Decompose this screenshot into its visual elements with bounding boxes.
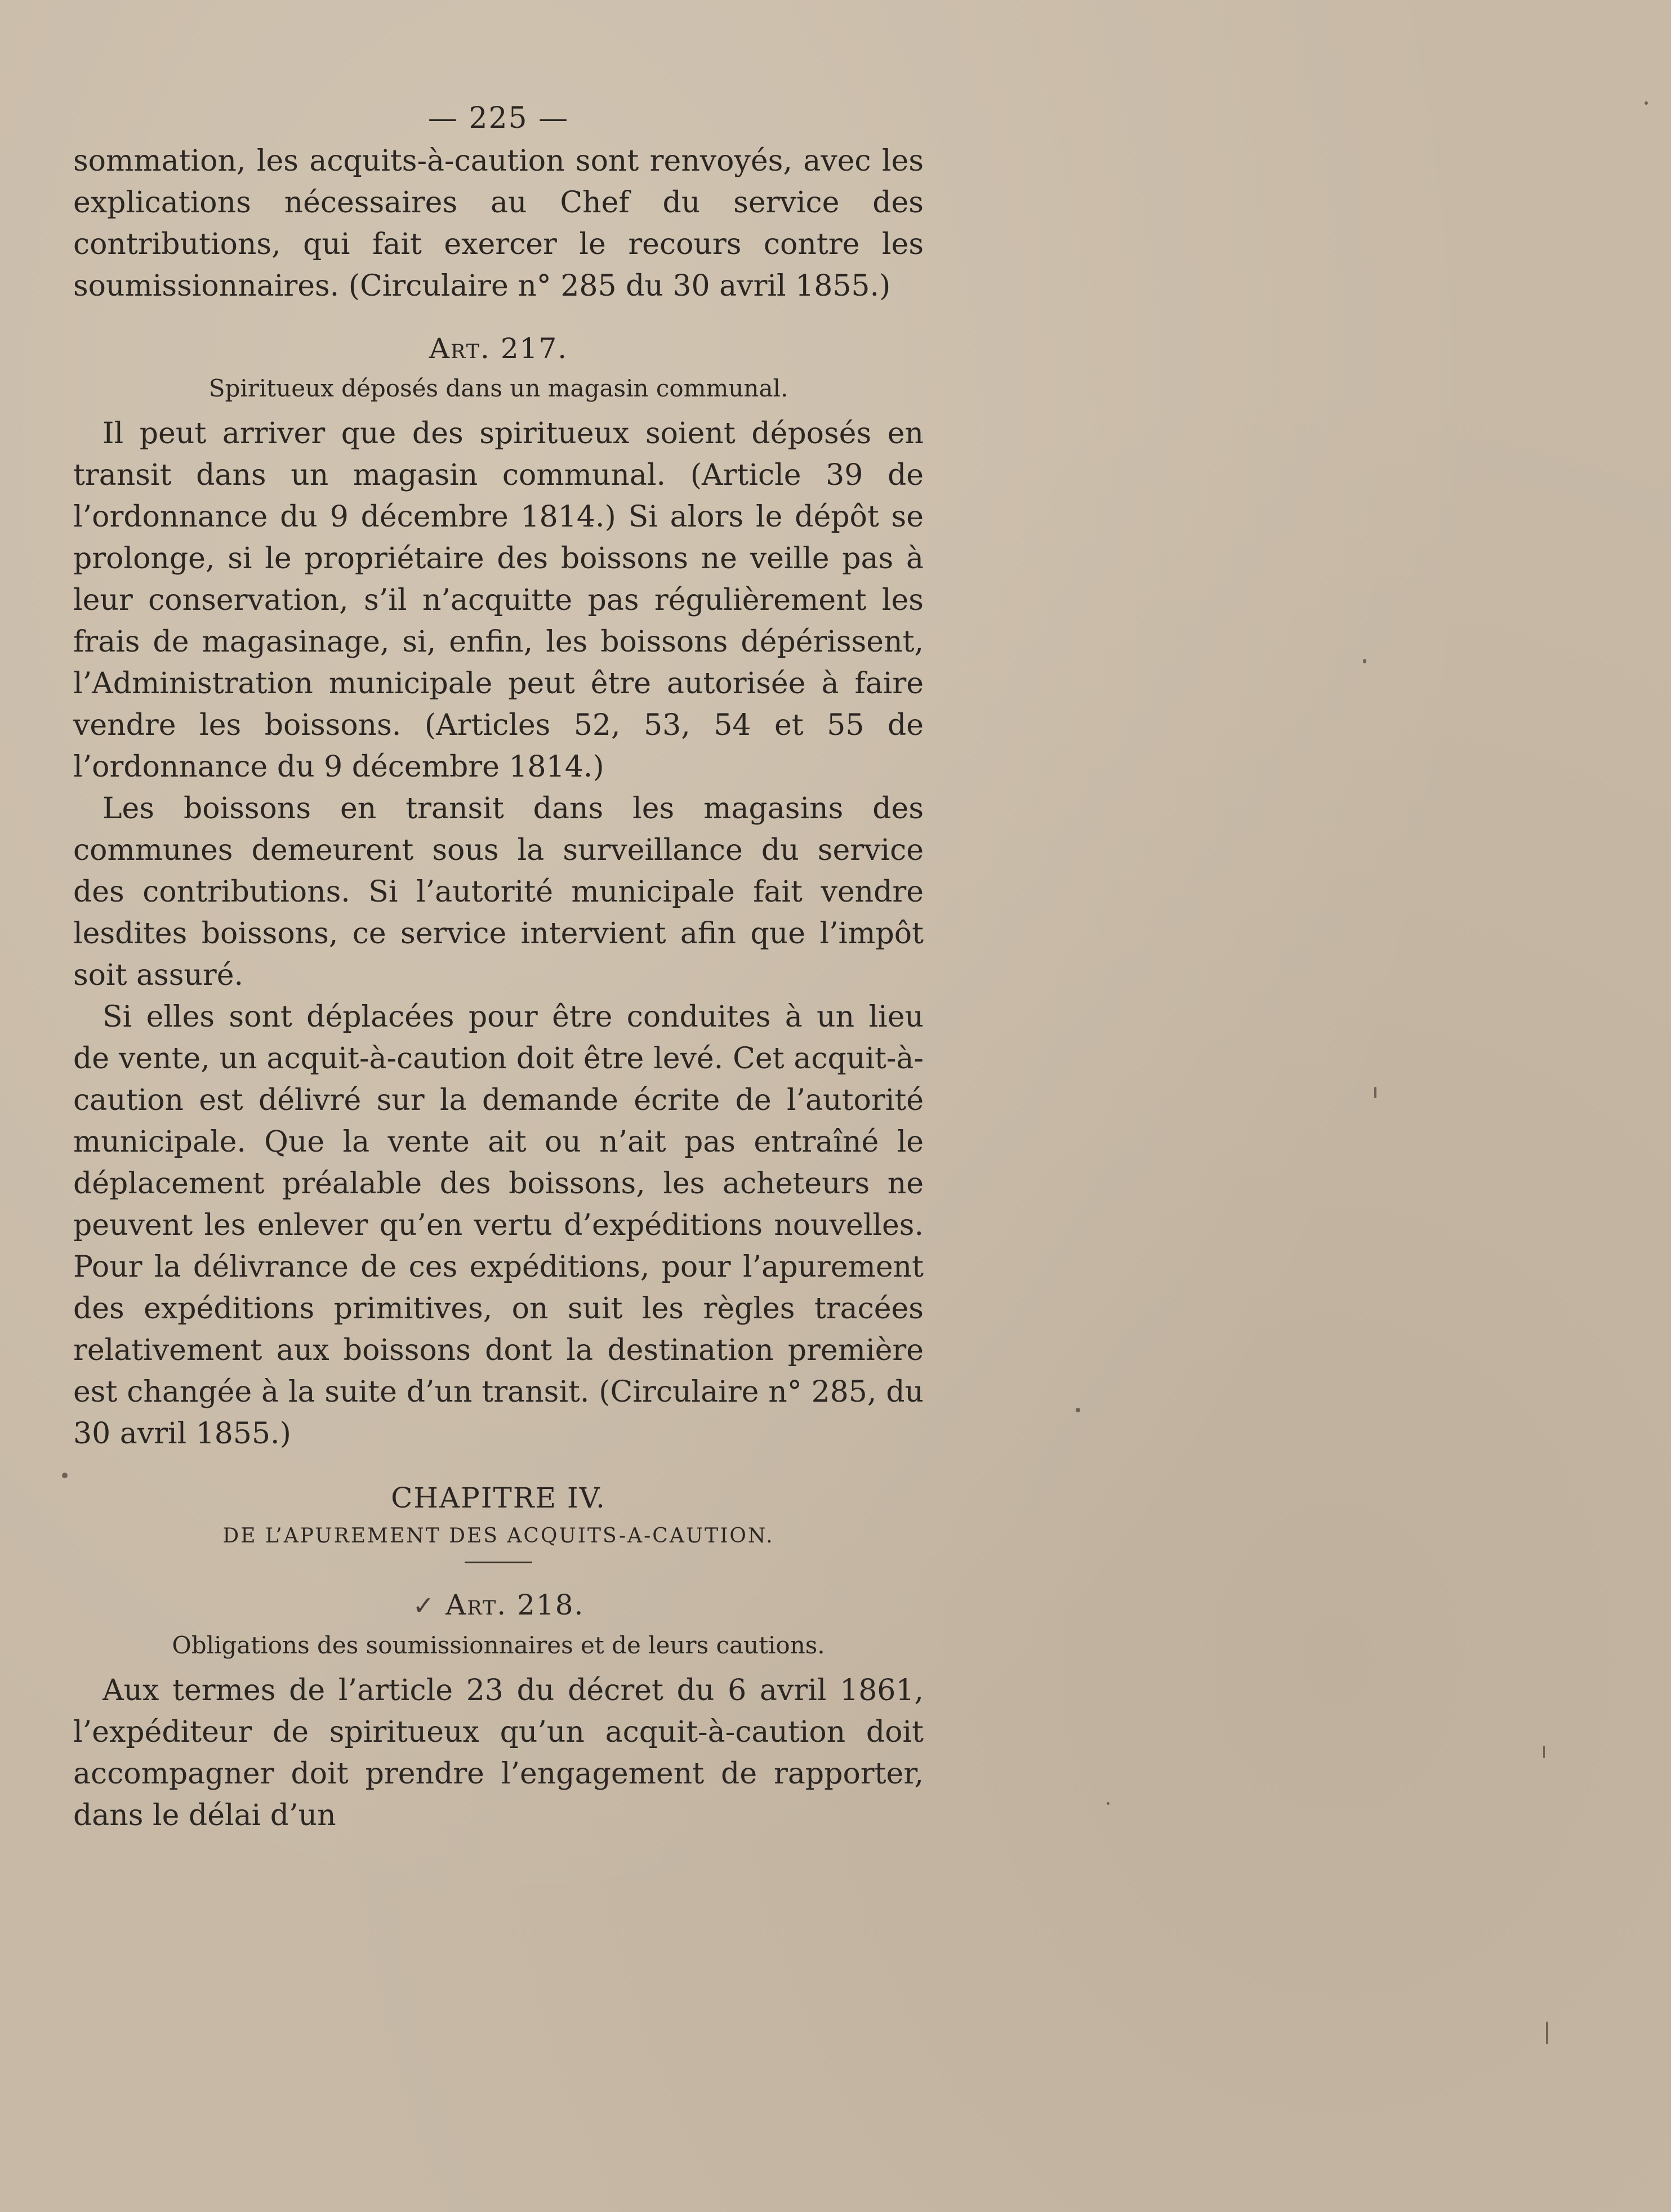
paper-speck	[1543, 1746, 1545, 1758]
paper-speck	[62, 1473, 68, 1478]
article-218-heading-row	[73, 1585, 924, 1626]
paper-speck	[1107, 1802, 1109, 1805]
article-217-heading: Art. 217.	[429, 332, 568, 365]
article-217-paragraph-3: Si elles sont déplacées pour être conduites à un lieu de vente, un acquit-à-caution doit être levé. Cet acquit-à-caution est délivré sur la demande écrite de l’autorité municipale. Que la vente ait ou n’ait pas entraîné le déplacement préalable des boissons, les acheteurs ne peuvent les enlever qu’en vertu d’expéditions nouvelles. Pour la délivrance de ces expéditions, pour l’apurement des expéditions primitives, on suit les règles tracées relativement aux boissons dont la destination première est changée à la suite d’un transit. (Circulaire n° 285, du 30 avril 1855.)	[73, 1000, 924, 1451]
article-217-paragraph-1: Il peut arriver que des spiritueux soient déposés en transit dans un magasin communal. (Article 39 de l’ordonnance du 9 décembre 1814.) Si alors le dépôt se prolonge, si le propriétaire des boissons ne veille pas à leur conservation, s’il n’acquitte pas régulièrement les frais de magasinage, si, enfin, les boissons dépérissent, l’Administration municipale peut être autorisée à faire vendre les boissons. (Articles 52, 53, 54 et 55 de l’ordonnance du 9 décembre 1814.)	[73, 417, 924, 784]
paper-speck	[1546, 2022, 1548, 2044]
paper-speck	[1363, 659, 1366, 663]
chapter-subtitle: DE L’APUREMENT DES ACQUITS-A-CAUTION.	[222, 1524, 774, 1547]
paragraph-continuation: sommation, les acquits-à-caution sont renvoyés, avec les explications nécessaires au Chef du service des contributions, qui fait exercer le recours contre les soumissionnaires. (Circulaire n° 285 du 30 avril 1855.)	[73, 144, 924, 303]
paper-speck	[1645, 101, 1648, 105]
article-218-paragraph-1: Aux termes de l’article 23 du décret du 6 avril 1861, l’expéditeur de spiritueux qu’un acquit-à-caution doit accompagner doit prendre l’engagement de rapporter, dans le délai d’un	[73, 1674, 924, 1832]
text-column	[73, 99, 924, 1836]
chapter-title: CHAPITRE IV.	[391, 1482, 606, 1514]
chapter-divider	[465, 1562, 532, 1563]
paper-speck	[1076, 1408, 1080, 1412]
paper-speck	[1374, 1087, 1376, 1098]
handwritten-check-mark: ✓	[412, 1590, 436, 1621]
article-217-paragraph-2: Les boissons en transit dans les magasins des communes demeurent sous la surveillance du service des contributions. Si l’autorité municipale fait vendre lesdites boissons, ce service intervient afin que l’impôt soit assuré.	[73, 792, 924, 992]
page-number: — 225 —	[427, 101, 569, 135]
article-217-subtitle: Spiritueux déposés dans un magasin communal.	[208, 374, 788, 402]
article-218-subtitle: Obligations des soumissionnaires et de leurs cautions.	[172, 1631, 825, 1659]
article-218-heading: Art. 218.	[445, 1589, 585, 1621]
